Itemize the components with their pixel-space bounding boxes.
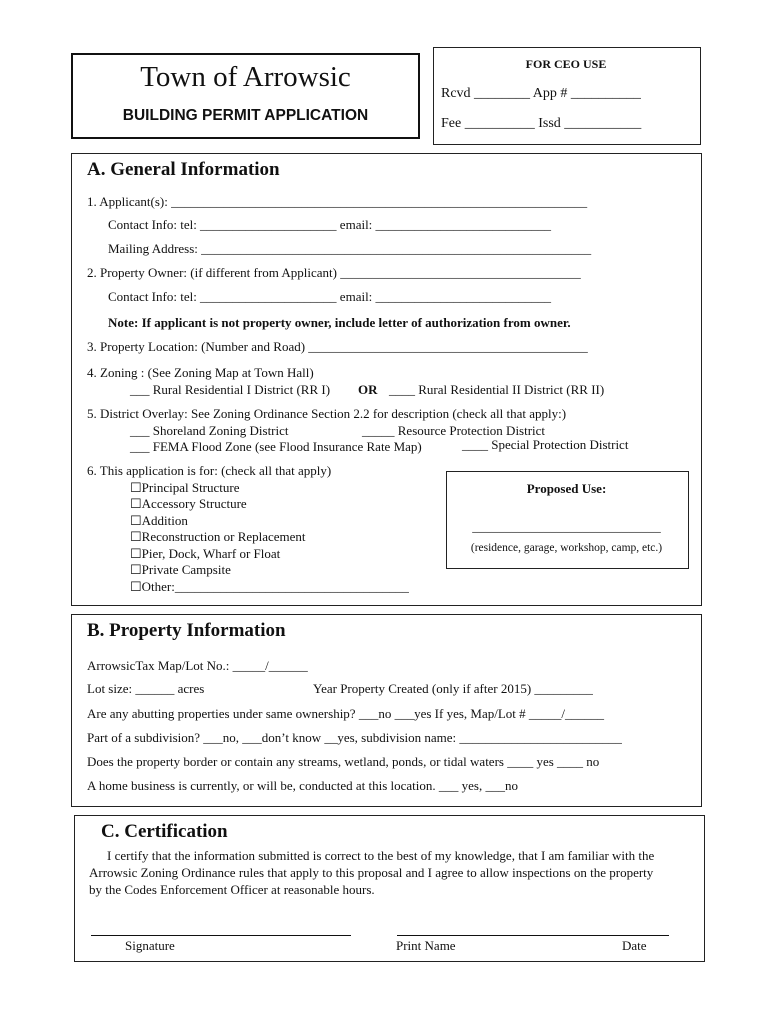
checkbox-other[interactable]: ☐Other:____________________________________ — [130, 579, 409, 594]
property-location-field[interactable]: 3. Property Location: (Number and Road) ___________________________________________ — [87, 339, 588, 354]
checkbox-reconstruction[interactable]: ☐Reconstruction or Replacement — [130, 529, 306, 544]
section-b-heading: B. Property Information — [87, 620, 286, 641]
ceo-use-box — [433, 47, 701, 145]
lot-size-field[interactable]: Lot size: ______ acres — [87, 681, 205, 696]
mailing-address-field[interactable]: Mailing Address: ____________________________________________________________ — [108, 241, 592, 256]
checkbox-private-campsite[interactable]: ☐Private Campsite — [130, 562, 231, 577]
section-a-heading: A. General Information — [87, 159, 280, 180]
streams-wetland-field[interactable]: Does the property border or contain any streams, wetland, ponds, or tidal waters ____ yes ____ no — [87, 754, 600, 769]
property-owner-field[interactable]: 2. Property Owner: (if different from Applicant) _____________________________________ — [87, 265, 581, 280]
checkbox-addition[interactable]: ☐Addition — [130, 513, 188, 528]
signature-label: Signature — [125, 938, 175, 953]
year-created-field[interactable]: Year Property Created (only if after 2015) _________ — [313, 681, 593, 696]
checkbox-pier-dock[interactable]: ☐Pier, Dock, Wharf or Float — [130, 546, 281, 561]
section-c-heading: C. Certification — [101, 821, 228, 842]
print-name-date-line[interactable] — [397, 935, 669, 936]
certification-text-3: by the Codes Enforcement Officer at reasonable hours. — [89, 882, 375, 897]
proposed-use-title: Proposed Use: — [526, 481, 607, 496]
section-c-box — [74, 815, 705, 962]
certification-text-1: I certify that the information submitted is correct to the best of my knowledge, that I am familiar with the — [107, 848, 655, 863]
section-b-box — [71, 614, 702, 807]
signature-line[interactable] — [91, 935, 351, 936]
zoning-rr1-option[interactable]: ___ Rural Residential I District (RR I) — [130, 382, 331, 397]
district-overlay-label: 5. District Overlay: See Zoning Ordinance Section 2.2 for description (check all that apply:) — [87, 406, 567, 421]
resource-protection-option[interactable]: _____ Resource Protection District — [362, 423, 546, 438]
subdivision-field[interactable]: Part of a subdivision? ___no, ___don’t know __yes, subdivision name: _________________________ — [87, 730, 622, 745]
zoning-rr2-option[interactable]: ____ Rural Residential II District (RR II) — [389, 382, 605, 397]
applicant-contact-field[interactable]: Contact Info: tel: _____________________ email: ___________________________ — [108, 217, 552, 232]
ceo-fee-issd-line[interactable]: Fee __________ Issd ___________ — [441, 116, 642, 131]
application-for-label: 6. This application is for: (check all that apply) — [87, 463, 332, 478]
print-name-label: Print Name — [396, 938, 456, 953]
title-box — [71, 53, 420, 139]
date-label: Date — [622, 938, 647, 953]
proposed-use-field[interactable]: _____________________________ — [472, 519, 661, 534]
checkbox-accessory-structure[interactable]: ☐Accessory Structure — [130, 496, 247, 511]
proposed-use-hint: (residence, garage, workshop, camp, etc.) — [470, 542, 663, 554]
abutting-ownership-field[interactable]: Are any abutting properties under same ownership? ___no ___yes If yes, Map/Lot # _____/______ — [87, 706, 605, 721]
proposed-use-box — [446, 471, 689, 569]
town-name: Town of Arrowsic — [140, 61, 351, 93]
zoning-or-label: OR — [358, 382, 378, 397]
shoreland-option[interactable]: ___ Shoreland Zoning District — [130, 423, 289, 438]
form-title: BUILDING PERMIT APPLICATION — [122, 107, 369, 124]
ceo-title: FOR CEO USE — [525, 57, 607, 71]
ceo-rcvd-app-line[interactable]: Rcvd ________ App # __________ — [441, 86, 641, 101]
certification-text-2: Arrowsic Zoning Ordinance rules that apply to this proposal and I agree to allow inspections on the property — [89, 865, 654, 880]
map-lot-field[interactable]: ArrowsicTax Map/Lot No.: _____/______ — [87, 658, 308, 673]
checkbox-principal-structure[interactable]: ☐Principal Structure — [130, 480, 240, 495]
authorization-note: Note: If applicant is not property owner, include letter of authorization from owner. — [108, 315, 571, 330]
owner-contact-field[interactable]: Contact Info: tel: _____________________ email: ___________________________ — [108, 289, 552, 304]
home-business-field[interactable]: A home business is currently, or will be, conducted at this location. ___ yes, ___no — [87, 778, 518, 793]
special-protection-option[interactable]: ____ Special Protection District — [462, 437, 629, 452]
fema-option[interactable]: ___ FEMA Flood Zone (see Flood Insurance Rate Map) — [130, 439, 422, 454]
applicant-field[interactable]: 1. Applicant(s): ________________________________________________________________ — [87, 194, 588, 209]
zoning-label: 4. Zoning : (See Zoning Map at Town Hall) — [87, 365, 314, 380]
section-a-box — [71, 153, 702, 606]
